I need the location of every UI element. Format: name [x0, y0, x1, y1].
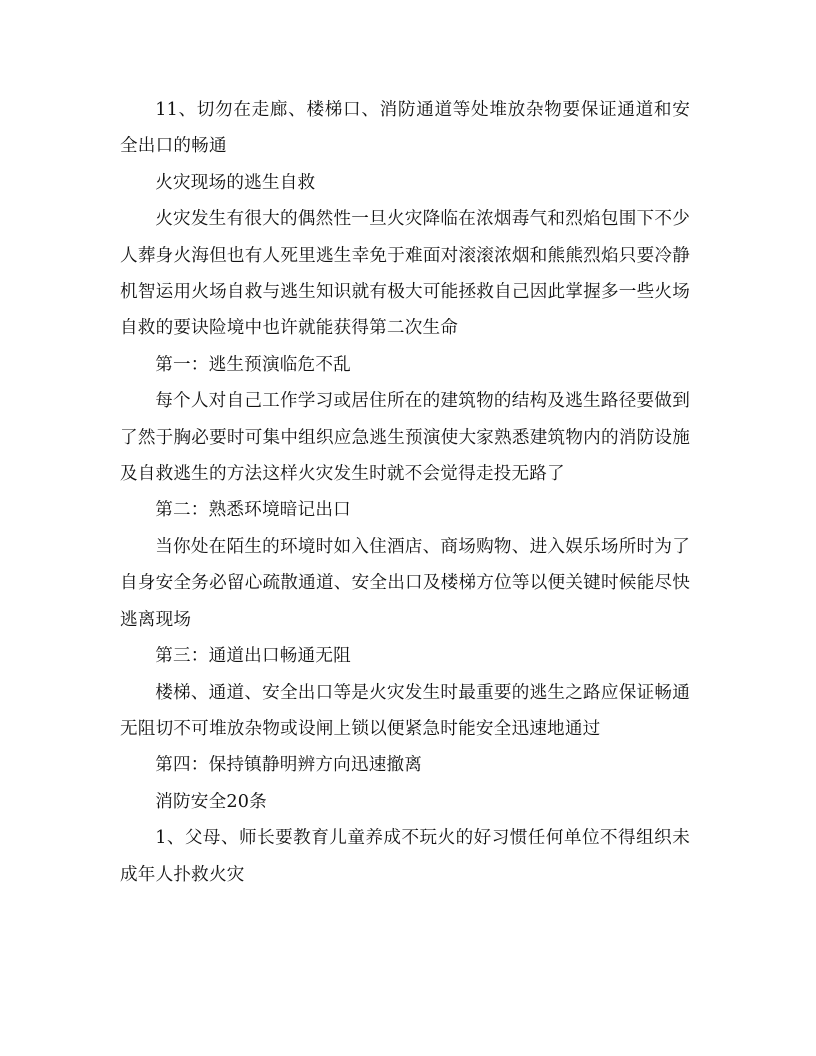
subheading-fourth: 第四：保持镇静明辨方向迅速撤离 [155, 755, 423, 776]
section-heading-escape: 火灾现场的逃生自救 [155, 172, 316, 193]
subheading-first: 第一：逃生预演临危不乱 [155, 354, 351, 375]
paragraph-second: 当你处在陌生的环境时如入住酒店、商场购物、进入娱乐场所时为了自身安全务必留心疏散通道、安全出口及楼梯方位等以便关键时候能尽快逃离现场 [120, 536, 690, 630]
paragraph-rule-1: 1、父母、师长要教育儿童养成不玩火的好习惯任何单位不得组织未成年人扑救火灾 [120, 828, 690, 885]
paragraph-third: 楼梯、通道、安全出口等是火灾发生时最重要的逃生之路应保证畅通无阻切不可堆放杂物或设闸上锁以便紧急时能安全迅速地通过 [120, 682, 690, 739]
paragraph-intro: 火灾发生有很大的偶然性一旦火灾降临在浓烟毒气和烈焰包围下不少人葬身火海但也有人死里逃生幸免于难面对滚滚浓烟和熊熊烈焰只要冷静机智运用火场自救与逃生知识就有极大可能拯救自己因此掌握多一些火场自救的要诀险境中也许就能获得第二次生命 [120, 209, 690, 339]
subheading-third: 第三：通道出口畅通无阻 [155, 646, 351, 667]
subheading-second: 第二：熟悉环境暗记出口 [155, 500, 351, 521]
document-body [120, 92, 690, 893]
paragraph-item-11: 11、切勿在走廊、楼梯口、消防通道等处堆放杂物要保证通道和安全出口的畅通 [120, 100, 690, 157]
section-heading-20-rules: 消防安全20条 [155, 791, 267, 812]
paragraph-first: 每个人对自己工作学习或居住所在的建筑物的结构及逃生路径要做到了然于胸必要时可集中组织应急逃生预演使大家熟悉建筑物内的消防设施及自救逃生的方法这样火灾发生时就不会觉得走投无路了 [120, 391, 690, 485]
